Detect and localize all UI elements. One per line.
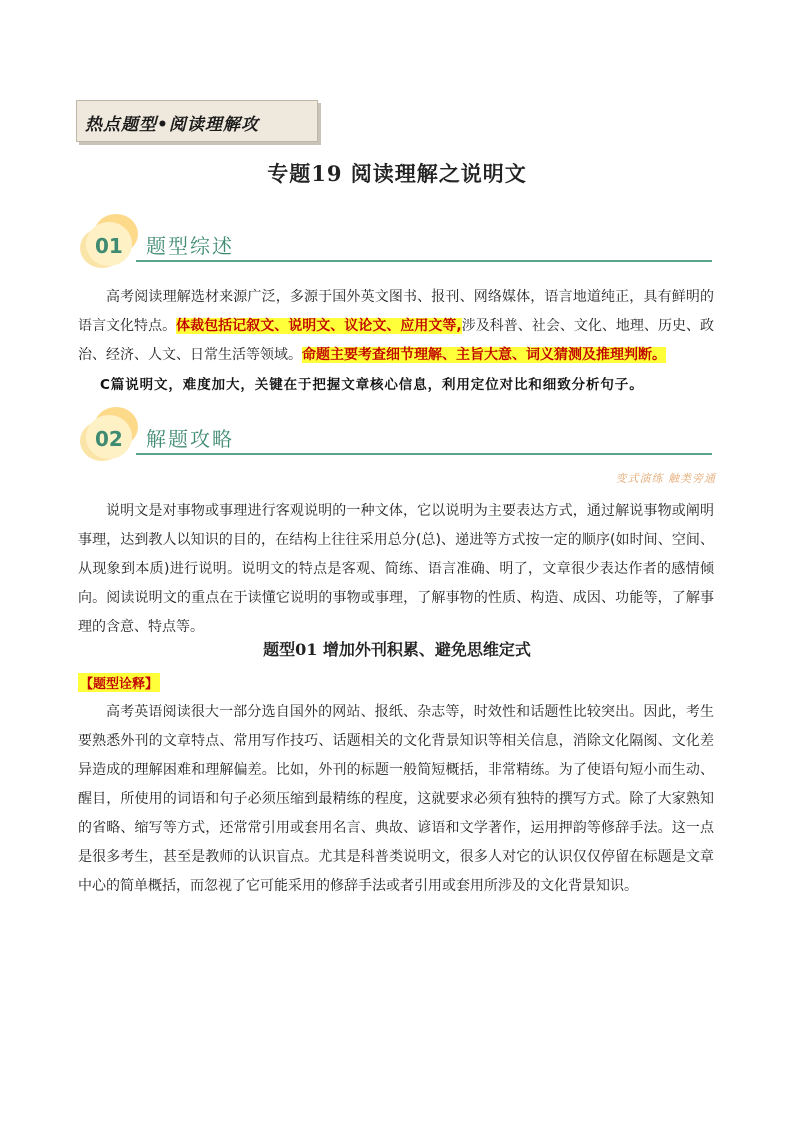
strategy-paragraph: 说明文是对事物或事理进行客观说明的一种文体，它以说明为主要表达方式，通过解说事物或阐明事理，达到教人以知识的目的，在结构上往往采用总分(总)、递进等方式按一定的顺序(如时间、空间、从现象到本质)进行说明。说明文的特点是客观、简练、语言准确、明了，文章很少表达作者的感情倾向。阅读说明文的重点在于读懂它说明的事物或事理，了解事物的性质、构造、成因、功能等，了解事理的含意、特点等。	[78, 503, 714, 635]
overview-bold-line: C篇说明文，难度加大，关键在于把握文章核心信息，利用定位对比和细致分析句子。	[100, 377, 644, 393]
section-badge-icon	[80, 407, 136, 461]
page-title: 专题19 阅读理解之说明文	[267, 161, 527, 186]
overview-highlight-2: 命题主要考查细节理解、主旨大意、词义猜测及推理判断。	[302, 347, 666, 363]
header-tag	[76, 100, 318, 142]
section-badge-icon	[80, 214, 136, 268]
section-number: 01	[95, 234, 123, 258]
section-overview-header	[80, 212, 712, 272]
overview-highlight-1: 体裁包括记叙文、说明文、议论文、应用文等,	[176, 318, 462, 334]
section-title: 题型综述	[146, 234, 234, 258]
type01-title: 题型01 增加外刊积累、避免思维定式	[263, 640, 531, 659]
section-number: 02	[95, 427, 123, 451]
strategy-tagline: 变式演练 触类旁通	[615, 472, 716, 485]
section-strategy-header	[80, 405, 712, 465]
type01-paragraph: 高考英语阅读很大一部分选自国外的网站、报纸、杂志等，时效性和话题性比较突出。因此，考生要熟悉外刊的文章特点、常用写作技巧、话题相关的文化背景知识等相关信息，消除文化隔阂、文化差异造成的理解困难和理解偏差。比如，外刊的标题一般简短概括，非常精练。为了使语句短小而生动、醒目，所使用的词语和句子必须压缩到最精练的程度，这就要求必须有独特的撰写方式。除了大家熟知的省略、缩写等方式，还常常引用或套用名言、典故、谚语和文学著作，运用押韵等修辞手法。这一点是很多考生，甚至是教师的认识盲点。尤其是科普类说明文，很多人对它的认识仅仅停留在标题是文章中心的简单概括，而忽视了它可能采用的修辞手法或者引用或套用所涉及的文化背景知识。	[78, 704, 714, 894]
section-title: 解题攻略	[146, 427, 234, 451]
header-tag-text: 热点题型•阅读理解攻	[85, 115, 259, 135]
section-divider	[136, 453, 712, 455]
type01-label: 【题型诠释】	[78, 673, 160, 692]
overview-text-2: 涉及科普、社会、文化、地理、历史、政治、经济、人文、日常生活等领域。	[78, 318, 715, 363]
overview-paragraph	[78, 283, 714, 370]
section-divider	[136, 260, 712, 262]
overview-text-1: 高考阅读理解选材来源广泛，多源于国外英文图书、报刊、网络媒体，语言地道纯正，具有鲜明的语言文化特点。	[78, 289, 714, 334]
